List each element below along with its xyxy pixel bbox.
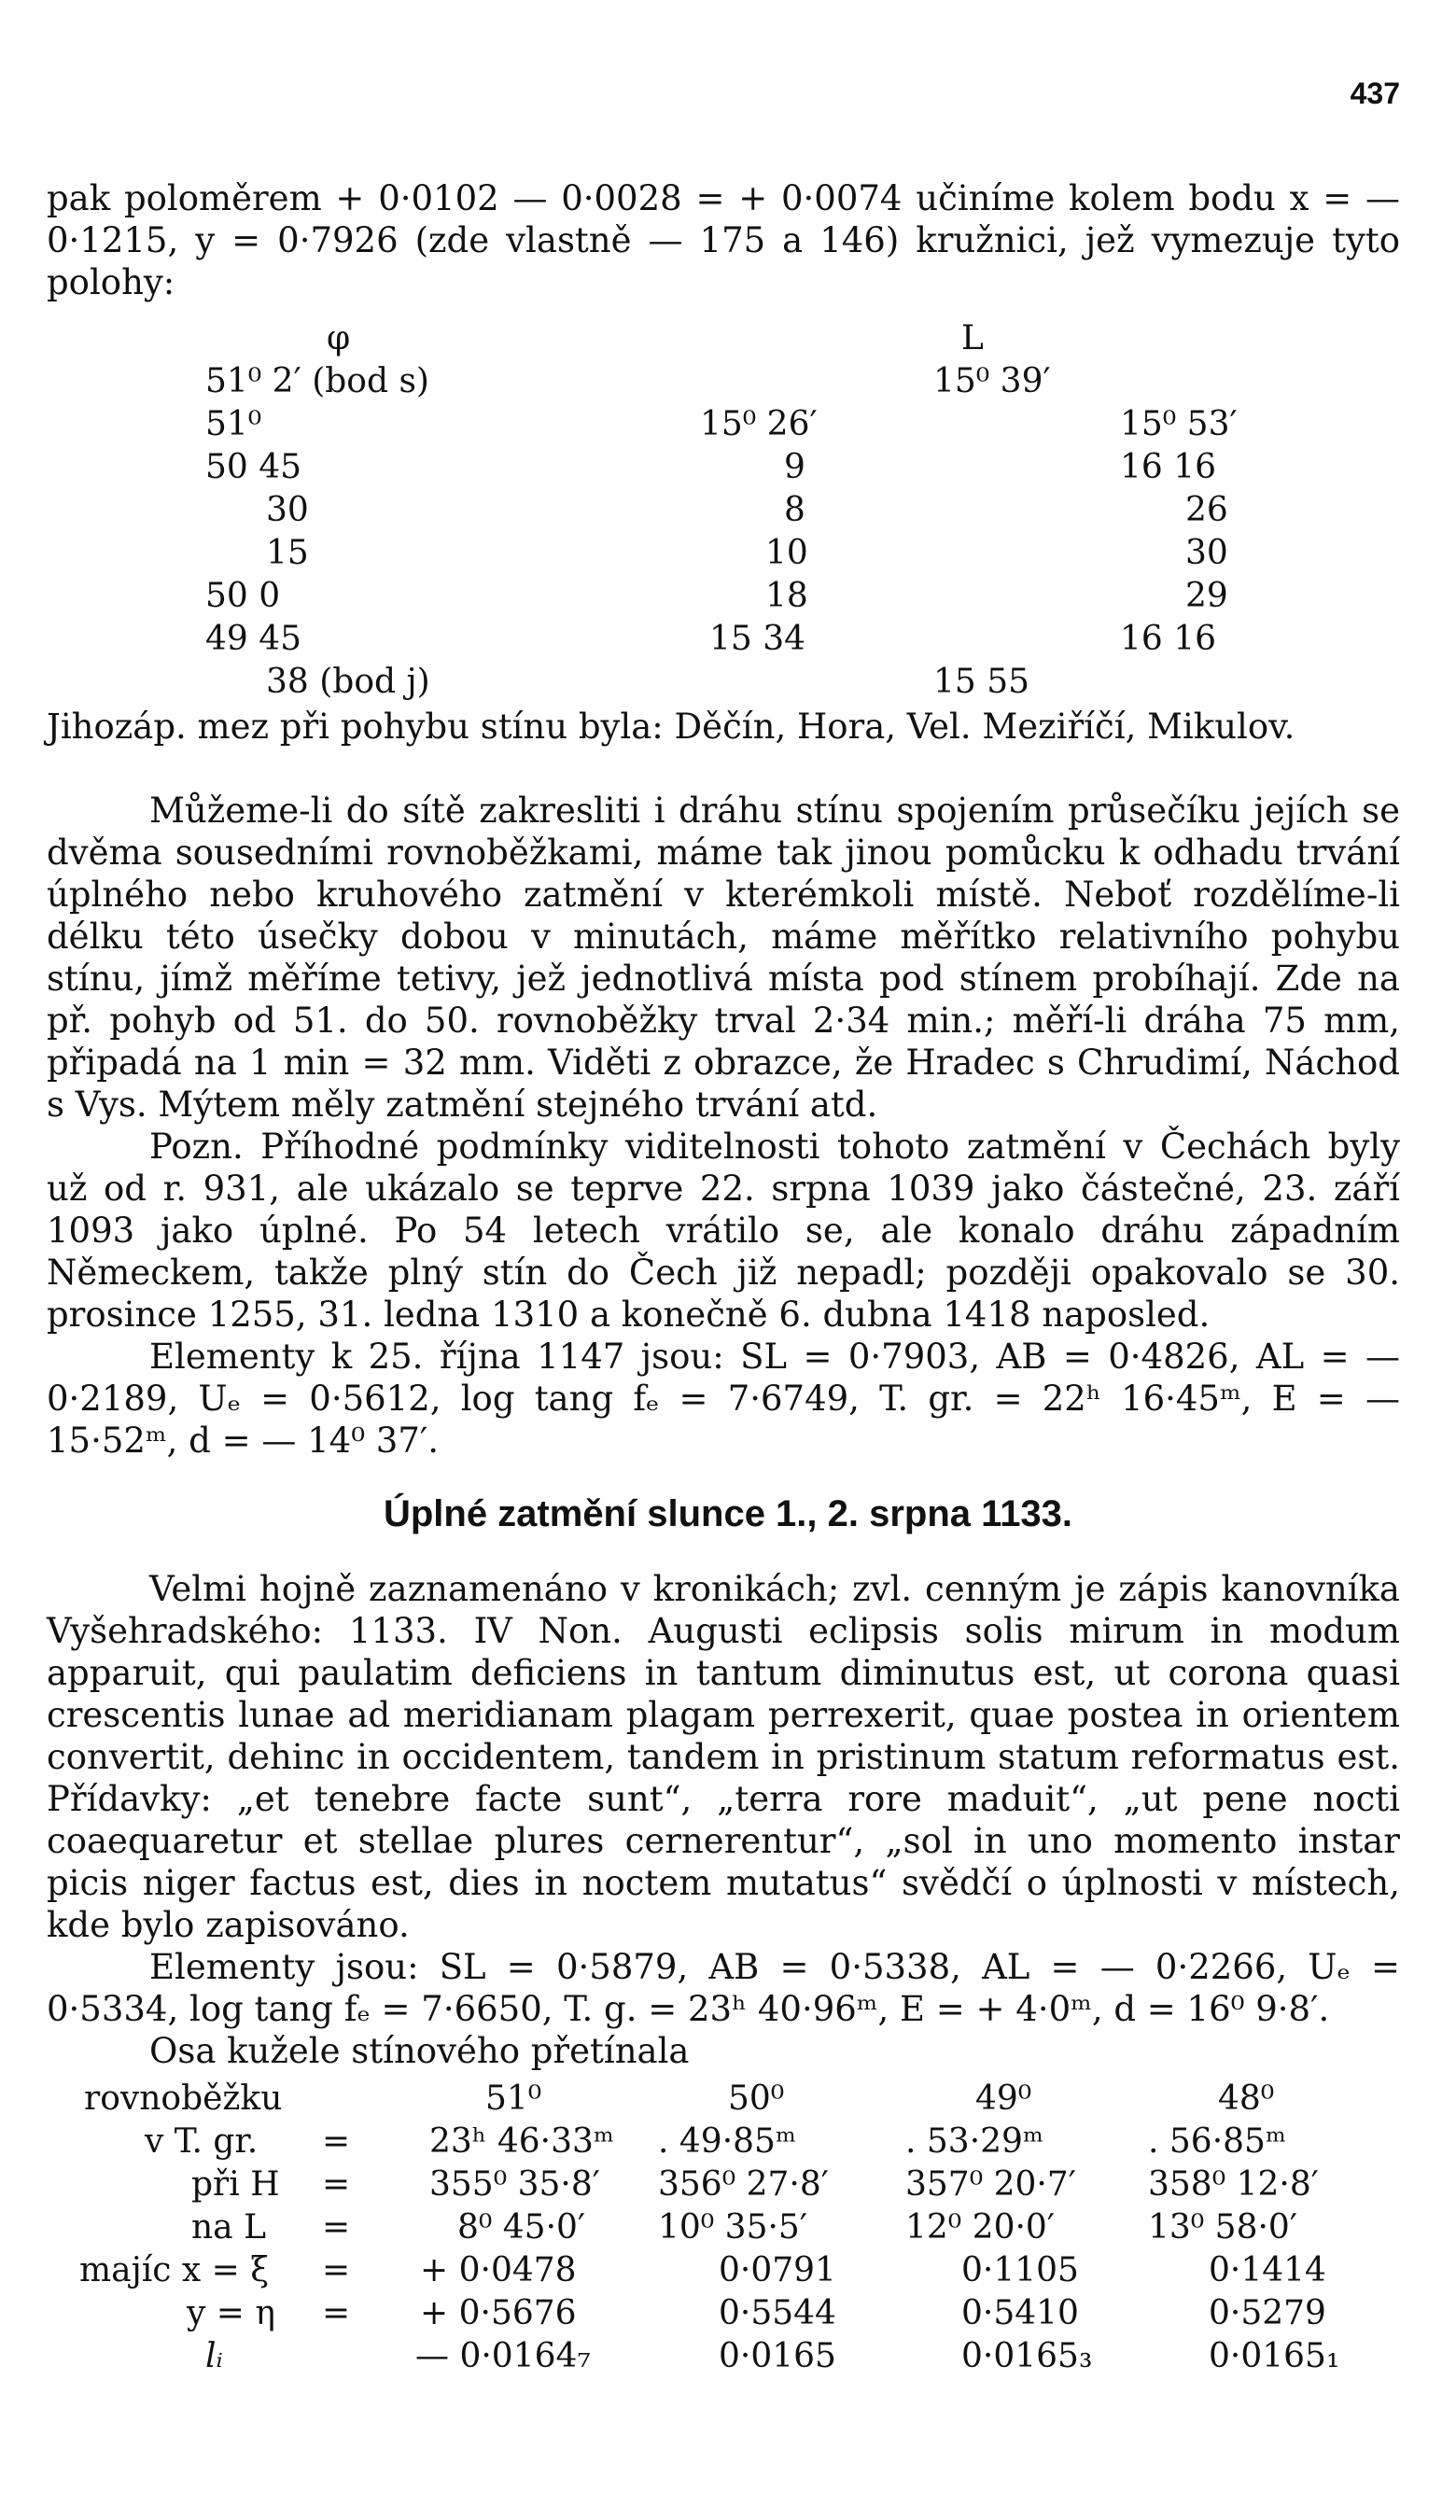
table-row: [84, 2335, 1391, 2378]
cell: v T. gr.: [145, 2122, 259, 2161]
cell: na L: [191, 2208, 266, 2247]
cell: 357⁰ 20·7′: [905, 2165, 1076, 2204]
l-header: L: [961, 319, 984, 357]
cell: lᵢ: [205, 2337, 223, 2375]
cell: při H: [191, 2165, 280, 2204]
cell: 15 55: [933, 663, 1030, 701]
osa-paragraph: Osa kužele stínového přetínala: [149, 2031, 690, 2071]
cell: 9: [784, 448, 805, 486]
cell: + 0·5676: [420, 2294, 577, 2332]
cell: 49 45: [205, 620, 302, 658]
cell: 356⁰ 27·8′: [658, 2165, 829, 2204]
cell: 8: [784, 491, 805, 529]
table-row: [84, 2121, 1391, 2163]
cell: 0·0165₃: [961, 2337, 1093, 2375]
velmi-paragraph: Velmi hojně zaznamenáno v kronikách; zvl. cenným je zápis kanovníka Vyšehradského: 1133. IV Non. Augusti eclipsis solis mirum in modum apparuit, qui paulatim deficiens in tantum diminutus est, ut corona quasi crescentis lunae ad meridianam plagam perrexerit, quae postea in orientem convertit, dehinc in occidentem, tandem in pristinum statum reformatus est. Přídavky: „et tenebre facte sunt“, „terra rore maduit“, „ut pene nocti coaequaretur et stellae plures cernerentur“, „sol in uno momento instar picis niger factus est, dies in noctem mutatus“ svědčí o úplnosti v místech, kde bylo zapisováno.: [47, 1569, 1400, 1945]
cell: 18: [765, 577, 808, 615]
table-row: [205, 661, 1269, 704]
jihozap-paragraph: Jihozáp. mez při pohybu stínu byla: Děčín, Hora, Vel. Meziříčí, Mikulov.: [47, 707, 1295, 747]
cell: 50⁰: [728, 2079, 785, 2118]
shadow-axis-table: [79, 2078, 1391, 2378]
table-row: [205, 532, 1269, 575]
cell: 355⁰ 35·8′: [429, 2165, 600, 2204]
cell: =: [322, 2251, 351, 2289]
cell: 29: [1185, 577, 1228, 615]
table-row: [205, 403, 1269, 446]
cell: =: [322, 2208, 351, 2247]
section-title: Úplné zatmění slunce 1., 2. srpna 1133.: [383, 1493, 1073, 1534]
cell: 15⁰ 26′: [700, 405, 818, 443]
cell: 0·0791: [719, 2251, 836, 2289]
table-row: [84, 2206, 1391, 2249]
cell: 50 0: [205, 577, 281, 615]
table-header: [84, 2078, 1391, 2121]
muzeme-paragraph: Můžeme-li do sítě zakresliti i dráhu stínu spojením průsečíku jejích se dvěma sousedními rovnoběžkami, máme tak jinou pomůcku k odhadu trvání úplného nebo kruhového zatmění v kterémkoli místě. Neboť rozdělíme-li délku této úsečky dobou v minutách, máme měřítko relativního pohybu stínu, jímž měříme tetivy, jež jednotlivá místa pod stínem probíhají. Zde na př. pohyb od 51. do 50. rovnoběžky trval 2·34 min.; měří-li dráha 75 mm, připadá na 1 min = 32 mm. Viděti z obrazce, že Hradec s Chrudimí, Náchod s Vys. Mýtem měly zatmění stejného trvání atd.: [47, 791, 1400, 1125]
table-header: [205, 317, 1269, 360]
cell: 16 16: [1120, 448, 1217, 486]
cell: . 49·85ᵐ: [658, 2122, 797, 2161]
cell: 0·0165: [719, 2337, 836, 2375]
cell: 49⁰: [975, 2079, 1032, 2118]
page-number: 437: [1350, 77, 1400, 110]
cell: 15⁰ 53′: [1120, 405, 1238, 443]
cell: . 53·29ᵐ: [905, 2122, 1044, 2161]
cell: 0·0165₁: [1209, 2337, 1340, 2375]
table-row: [205, 618, 1269, 661]
phi-header: φ: [327, 319, 351, 357]
cell: 0·5544: [719, 2294, 836, 2332]
elementy-1133-paragraph: Elementy jsou: SL = 0·5879, AB = 0·5338, AL = — 0·2266, Uₑ = 0·5334, log tang fₑ = 7·6650, T. g. = 23ʰ 40·96ᵐ, E = + 4·0ᵐ, d = 16⁰ 9·8′.: [47, 1947, 1400, 2029]
cell: 0·5410: [961, 2294, 1079, 2332]
cell: 38 (bod j): [266, 663, 430, 701]
table-row: [205, 446, 1269, 489]
pozn-paragraph: Pozn. Příhodné podmínky viditelnosti tohoto zatmění v Čechách byly už od r. 931, ale ukázalo se teprve 22. srpna 1039 jako částečné, 23. září 1093 jako úplné. Po 54 letech vrátilo se, ale konalo dráhu západním Německem, takže plný stín do Čech již nepadl; později opakovalo se 30. prosince 1255, 31. ledna 1310 a konečně 6. dubna 1418 naposled.: [47, 1127, 1400, 1335]
cell: 10⁰ 35·5′: [658, 2208, 808, 2247]
cell: 51⁰: [205, 405, 262, 443]
cell: 51⁰ 2′ (bod s): [205, 362, 429, 400]
cell: 13⁰ 58·0′: [1148, 2208, 1298, 2247]
cell: 8⁰ 45·0′: [457, 2208, 586, 2247]
table-row: [205, 489, 1269, 532]
table-row: [84, 2292, 1391, 2335]
table-row: [79, 2249, 1391, 2292]
cell: 0·5279: [1209, 2294, 1326, 2332]
cell: 12⁰ 20·0′: [905, 2208, 1056, 2247]
cell: rovnoběžku: [84, 2079, 283, 2118]
cell: 15 34: [709, 620, 806, 658]
table-row: [84, 2163, 1391, 2206]
cell: 0·1414: [1209, 2251, 1326, 2289]
cell: 15⁰ 39′: [933, 362, 1051, 400]
intro-paragraph: pak poloměrem + 0·0102 — 0·0028 = + 0·0074 učiníme kolem bodu x = — 0·1215, y = 0·7926 (zde vlastně — 175 a 146) kružnici, jež vymezuje tyto polohy:: [47, 178, 1400, 302]
cell: =: [322, 2122, 351, 2161]
cell: majíc x = ξ: [79, 2251, 270, 2289]
coordinates-table: [205, 317, 1269, 704]
cell: 26: [1185, 491, 1228, 529]
cell: 358⁰ 12·8′: [1148, 2165, 1319, 2204]
cell: 30: [266, 491, 309, 529]
cell: 15: [266, 534, 309, 572]
cell: =: [322, 2294, 351, 2332]
cell: 30: [1185, 534, 1228, 572]
table-row: [205, 360, 1269, 403]
cell: + 0·0478: [420, 2251, 577, 2289]
cell: 51⁰: [485, 2079, 542, 2118]
cell: y = η: [187, 2294, 275, 2332]
cell: — 0·0164₇: [415, 2337, 591, 2375]
table-row: [205, 575, 1269, 618]
cell: 48⁰: [1218, 2079, 1275, 2118]
cell: =: [322, 2165, 351, 2204]
cell: 16 16: [1120, 620, 1217, 658]
cell: 23ʰ 46·33ᵐ: [429, 2122, 614, 2161]
cell: . 56·85ᵐ: [1148, 2122, 1287, 2161]
cell: 10: [765, 534, 808, 572]
cell: 50 45: [205, 448, 302, 486]
elementy-1147-paragraph: Elementy k 25. října 1147 jsou: SL = 0·7903, AB = 0·4826, AL = — 0·2189, Uₑ = 0·5612, log tang fₑ = 7·6749, T. gr. = 22ʰ 16·45ᵐ, E = — 15·52ᵐ, d = — 14⁰ 37′.: [47, 1337, 1400, 1461]
cell: 0·1105: [961, 2251, 1079, 2289]
